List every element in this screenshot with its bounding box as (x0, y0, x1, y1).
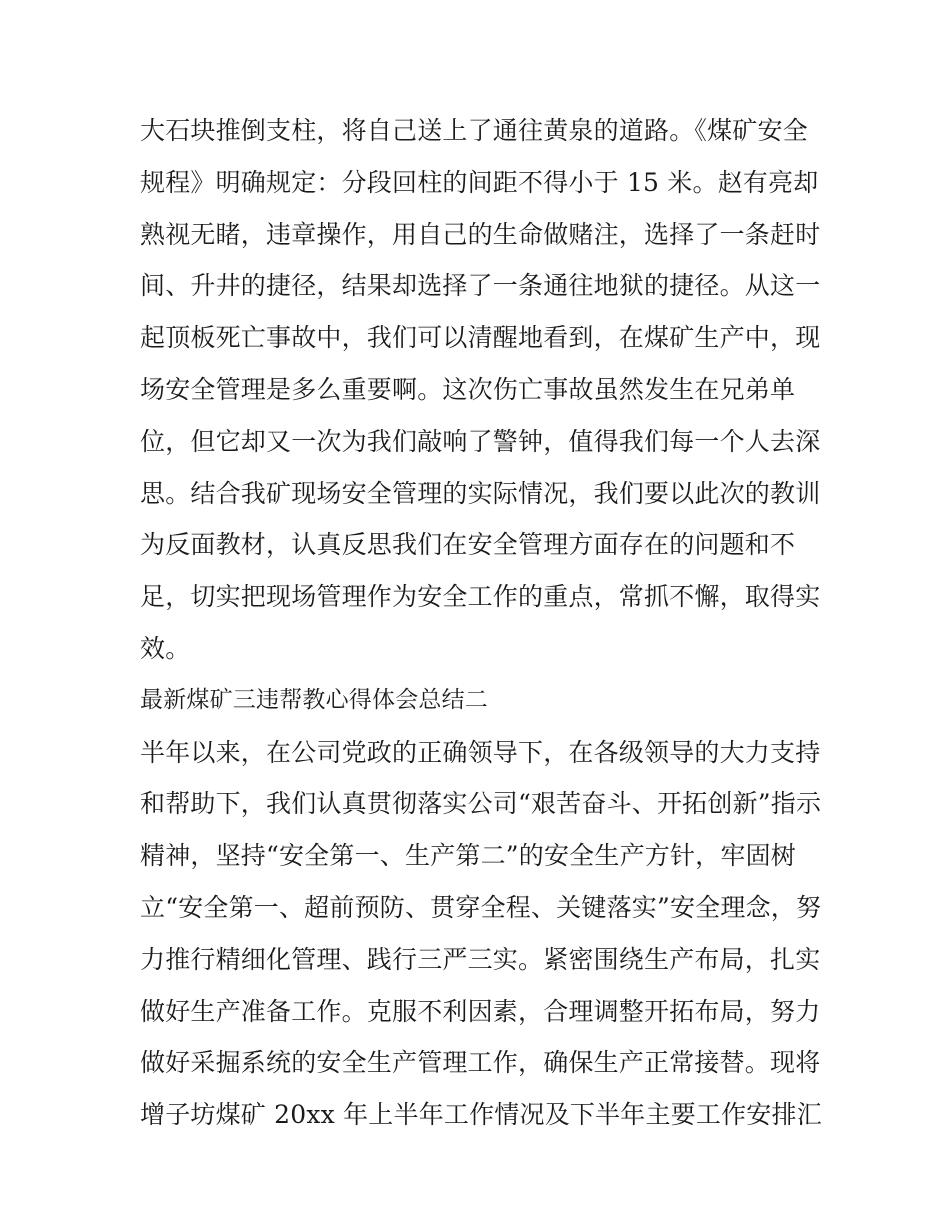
text-line: 精神，坚持“安全第一、生产第二”的安全生产方针，牢固树 (140, 841, 796, 871)
text-line: 思。结合我矿现场安全管理的实际情况，我们要以此次的教训 (140, 478, 821, 508)
text-line: 和帮助下，我们认真贯彻落实公司“艰苦奋斗、开拓创新”指示 (140, 789, 822, 819)
text-line: 场安全管理是多么重要啊。这次伤亡事故虽然发生在兄弟单 (140, 374, 796, 404)
text-line: 做好生产准备工作。克服不利因素，合理调整开拓布局，努力 (140, 996, 821, 1026)
text-line: 效。 (140, 633, 191, 663)
text-line: 做好采掘系统的安全生产管理工作，确保生产正常接替。现将 (140, 1048, 821, 1078)
text-line: 半年以来，在公司党政的正确领导下，在各级领导的大力支持 (140, 737, 821, 767)
text-line: 间、升井的捷径，结果却选择了一条通往地狱的捷径。从这一 (140, 271, 821, 301)
text-line: 规程》明确规定：分段回柱的间距不得小于 15 米。赵有亮却 (140, 167, 819, 197)
text-line: 位，但它却又一次为我们敲响了警钟，值得我们每一个人去深 (140, 426, 821, 456)
section-heading: 最新煤矿三违帮教心得体会总结二 (140, 686, 488, 713)
text-line: 大石块推倒支柱，将自己送上了通往黄泉的道路。《煤矿安全 (140, 116, 808, 145)
text-line: 足，切实把现场管理作为安全工作的重点，常抓不懈，取得实 (140, 582, 821, 612)
document-body (140, 105, 830, 1141)
text-line: 立“安全第一、超前预防、贯穿全程、关键落实”安全理念，努 (140, 892, 822, 922)
text-line: 起顶板死亡事故中，我们可以清醒地看到，在煤矿生产中，现 (140, 323, 821, 353)
text-line: 增子坊煤矿 20xx 年上半年工作情况及下半年主要工作安排汇 (140, 1100, 822, 1130)
text-line: 熟视无睹，违章操作，用自己的生命做赌注，选择了一条赶时 (140, 219, 821, 249)
text-line: 力推行精细化管理、践行三严三实。紧密围绕生产布局，扎实 (140, 944, 821, 974)
text-line: 为反面教材，认真反思我们在安全管理方面存在的问题和不 (140, 530, 796, 560)
